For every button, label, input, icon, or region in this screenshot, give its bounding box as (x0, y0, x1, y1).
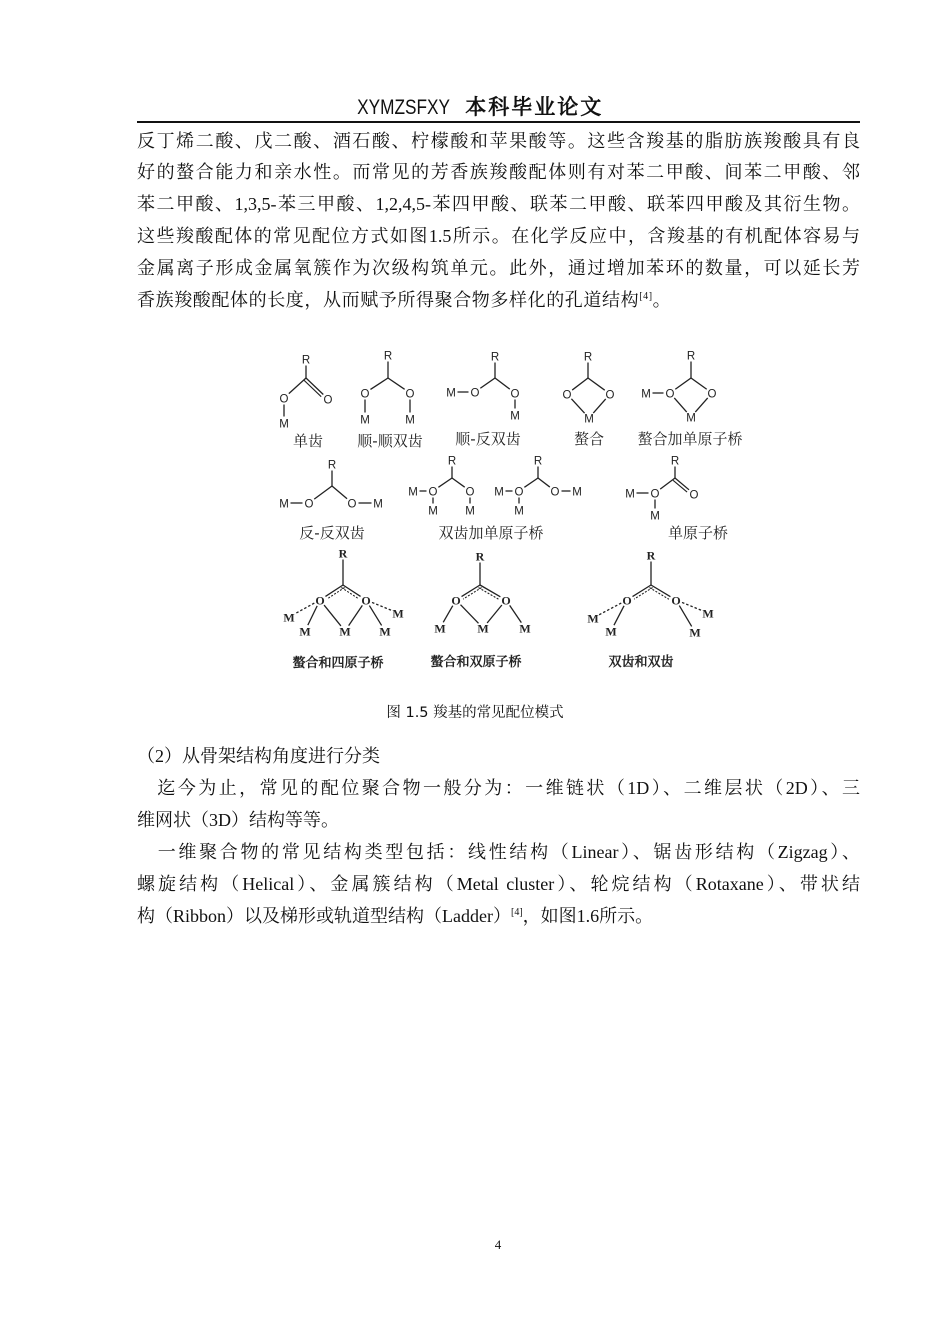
header-title: 本科毕业论文 (465, 95, 604, 119)
atom-m-label: M (373, 498, 383, 511)
atom-m-label: M (584, 413, 594, 426)
text-line: 维网状（3D）结构等等。 (137, 810, 339, 830)
bond-line (332, 486, 347, 499)
bond-line (295, 603, 315, 614)
atom-o-label: O (315, 593, 325, 608)
bond-line (289, 378, 306, 394)
atom-m-label: M (519, 621, 531, 636)
bond-line (480, 585, 500, 597)
atom-o-label: O (622, 593, 632, 608)
atom-m-label: M (702, 606, 714, 621)
atom-r-label: R (338, 546, 348, 561)
atom-o-label: O (671, 593, 681, 608)
header-latin: XYMZSFXY (356, 96, 450, 119)
coordination-mode-label: 顺-反双齿 (455, 430, 521, 448)
section-heading: （2）从骨架结构角度进行分类 (137, 746, 380, 766)
atom-o-label: O (279, 393, 289, 406)
atom-o-label: O (550, 486, 560, 499)
atom-r-label: R (490, 351, 500, 364)
bond-line (487, 605, 502, 623)
atom-m-label: M (339, 624, 351, 639)
text-line: 苯二甲酸、1,3,5-苯三甲酸、1,2,4,5-苯四甲酸、联苯二甲酸、联苯四甲酸及其衍生物。 (137, 194, 860, 214)
bond-line (306, 378, 323, 395)
atom-o-label: O (323, 394, 333, 407)
atom-o-label: O (465, 486, 475, 499)
atom-m-label: M (641, 388, 651, 401)
figure-caption: 图 1.5 羧基的常见配位模式 (386, 705, 564, 721)
atom-r-label: R (533, 455, 543, 468)
atom-o-label: O (689, 489, 699, 502)
text-line: 好的螯合能力和亲水性。而常见的芳香族羧酸配体则有对苯二甲酸、间苯二甲酸、邻 (137, 162, 860, 182)
atom-o-label: O (514, 486, 524, 499)
citation[interactable]: [4] (639, 291, 653, 302)
atom-m-label: M (605, 624, 617, 639)
text-line: 反丁烯二酸、戊二酸、酒石酸、柠檬酸和苹果酸等。这些含羧基的脂肪族羧酸具有良 (137, 131, 860, 151)
page-number: 4 (494, 1237, 502, 1252)
atom-m-label: M (408, 486, 418, 499)
coordination-mode-label: 螯合和双原子桥 (430, 655, 522, 670)
coordination-mode-label: 螯合 (573, 430, 605, 448)
bond-line (674, 398, 686, 412)
atom-m-label: M (494, 486, 504, 499)
bond-line (438, 478, 452, 487)
atom-m-label: M (465, 505, 475, 518)
text: ，如图1.6所示。 (522, 906, 654, 926)
atom-m-label: M (477, 621, 489, 636)
atom-r-label: R (686, 350, 696, 363)
atom-r-label: R (475, 549, 485, 564)
atom-o-label: O (361, 593, 371, 608)
atom-o-label: O (428, 486, 438, 499)
bond-line (571, 399, 584, 413)
header-rule (137, 121, 860, 123)
bond-line (372, 602, 392, 610)
atom-r-label: R (670, 455, 680, 468)
bond-line (510, 605, 522, 622)
coordination-mode-label: 单齿 (292, 432, 324, 450)
bond-line (682, 602, 702, 610)
atom-r-label: R (301, 354, 311, 367)
bond-line (369, 606, 381, 626)
text-line (137, 288, 860, 312)
atom-o-label: O (347, 498, 357, 511)
atom-m-label: M (587, 611, 599, 626)
page-header (0, 94, 950, 121)
bond-line (461, 605, 479, 624)
text: 香族羧酸配体的长度，从而赋予所得聚合物多样化的孔道结构 (137, 290, 640, 310)
coordination-mode-label: 双齿和双齿 (608, 655, 674, 670)
citation[interactable]: [4] (510, 907, 523, 918)
atom-r-label: R (383, 350, 393, 363)
text: 。 (652, 290, 672, 310)
bond-line (679, 606, 691, 627)
bond-line (370, 378, 388, 389)
atom-o-label: O (470, 387, 480, 400)
atom-m-label: M (392, 606, 404, 621)
bond-line (691, 378, 707, 389)
coordination-mode-label: 螯合和四原子桥 (292, 656, 384, 671)
atom-o-label: O (605, 389, 615, 402)
atom-m-label: M (299, 624, 311, 639)
bond-line (349, 605, 363, 625)
atom-m-label: M (434, 621, 446, 636)
coordination-mode-label: 双齿加单原子桥 (438, 524, 544, 542)
bond-line (314, 486, 332, 499)
atom-o-label: O (451, 593, 461, 608)
bond-line (324, 605, 341, 626)
text-line: 这些羧酸配体的常见配位方式如图1.5所示。在化学反应中，含羧基的有机配体容易与 (137, 226, 860, 246)
bond-line (538, 478, 550, 487)
text-line: 迄今为止，常见的配位聚合物一般分为：一维链状（1D）、二维层状（2D）、三 (137, 778, 860, 798)
coordination-mode-label: 单原子桥 (667, 524, 729, 542)
text: 构（Ribbon）以及梯形或轨道型结构（Ladder） (137, 906, 511, 926)
atom-m-label: M (514, 505, 524, 518)
atom-o-label: O (650, 488, 660, 501)
atom-m-label: M (689, 625, 701, 640)
atom-m-label: M (446, 387, 456, 400)
text-line (137, 904, 860, 928)
atom-o-label: O (510, 388, 520, 401)
atom-r-label: R (583, 351, 593, 364)
coordination-mode-label: 螯合加单原子桥 (637, 430, 743, 448)
text-line: 螺旋结构（Helical）、金属簇结构（Metal cluster）、轮烷结构（Rotaxane）、带状结 (137, 874, 860, 894)
bond-line (572, 378, 588, 390)
bond-line (388, 378, 405, 389)
bond-line (588, 378, 605, 390)
atom-m-label: M (405, 414, 415, 427)
bond-line (675, 378, 691, 389)
bond-line (599, 603, 622, 615)
double-bond-line (304, 380, 321, 397)
bond-line (308, 606, 317, 625)
atom-o-label: O (562, 389, 572, 402)
atom-r-label: R (327, 459, 337, 472)
bond-line (593, 399, 605, 413)
atom-o-label: O (501, 593, 511, 608)
atom-m-label: M (428, 505, 438, 518)
coordination-mode-label: 反-反双齿 (299, 524, 365, 542)
atom-o-label: O (405, 388, 415, 401)
text-line: 金属离子形成金属氧簇作为次级构筑单元。此外，通过增加苯环的数量，可以延长芳 (137, 258, 860, 278)
atom-m-label: M (279, 498, 289, 511)
bond-line (524, 478, 538, 487)
bond-line (695, 398, 707, 412)
bond-line (614, 606, 624, 625)
atom-o-label: O (707, 388, 717, 401)
atom-o-label: O (360, 388, 370, 401)
atom-o-label: O (304, 498, 314, 511)
atom-m-label: M (686, 412, 696, 425)
atom-m-label: M (650, 510, 660, 523)
bond-line (443, 606, 453, 623)
bond-line (452, 478, 465, 487)
atom-m-label: M (625, 488, 635, 501)
carboxylate-coordination-figure (270, 340, 790, 680)
atom-r-label: R (646, 548, 656, 563)
atom-m-label: M (283, 610, 295, 625)
atom-o-label: O (665, 388, 675, 401)
bond-line (660, 478, 675, 489)
atom-m-label: M (360, 414, 370, 427)
bond-line (495, 378, 510, 389)
atom-m-label: M (572, 486, 582, 499)
coordination-mode-label: 顺-顺双齿 (357, 432, 423, 450)
atom-m-label: M (279, 418, 289, 431)
atom-r-label: R (447, 455, 457, 468)
atom-m-label: M (379, 624, 391, 639)
bond-line (480, 378, 495, 388)
atom-m-label: M (510, 410, 520, 423)
text-line: 一维聚合物的常见结构类型包括：线性结构（Linear）、锯齿形结构（Zigzag）、 (137, 842, 860, 862)
